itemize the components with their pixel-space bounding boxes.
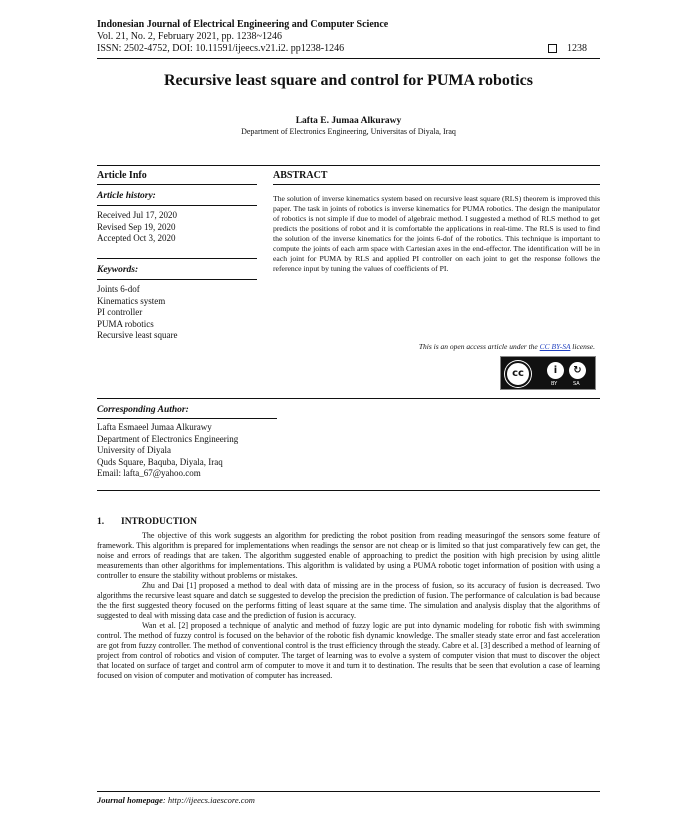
corresponding-name: Lafta Esmaeel Jumaa Alkurawy [97,422,212,432]
info-head-rule-left [97,184,257,185]
share-alike-icon: ↻ [569,362,586,379]
footer-divider [97,791,600,792]
paper-affiliation: Department of Electronics Engineering, Universitas of Diyala, Iraq [241,127,456,136]
journal-footer: Journal homepage: http://ijeecs.iaescore.com [97,795,255,805]
square-bullet-icon [548,44,557,53]
cc-by-sa-badge[interactable] [500,356,596,390]
page-number-value: 1238 [567,43,587,54]
license-link[interactable]: CC BY-SA [539,342,571,351]
cc-badge-labels [539,381,594,388]
keywords-list [97,284,177,342]
sa-label: SA [573,381,580,387]
section-title: INTRODUCTION [121,517,198,527]
journal-issn-doi: ISSN: 2502-4752, DOI: 10.11591/ijeecs.v21.i2. pp1238-1246 [97,43,345,54]
intro-body [97,531,600,681]
header-divider [97,58,600,59]
footer-label: Journal homepage [97,795,163,805]
history-revised: Revised Sep 19, 2020 [97,221,176,232]
history-rule [97,205,257,206]
section-number: 1. [97,517,105,527]
keyword-item: Recursive least square [97,330,178,340]
info-head-rule-right [273,184,600,185]
journal-name: Indonesian Journal of Electrical Engineering and Computer Science [97,19,389,30]
by-person-icon: i [547,362,564,379]
keywords-top-rule [97,258,257,259]
article-info-heading: Article Info [97,170,147,181]
corresponding-heading: Corresponding Author: [97,405,189,415]
keywords-rule [97,279,257,280]
history-label: Article history: [97,191,156,201]
abstract-heading: ABSTRACT [273,170,328,181]
keywords-label: Keywords: [97,265,139,275]
info-top-rule [97,165,600,166]
keyword-item: Joints 6-dof [97,284,140,294]
corresponding-address: Quds Square, Baquba, Diyala, Iraq [97,456,223,467]
intro-paragraph: Zhu and Dai [1] proposed a method to deal with data of missing are in the process of fusion, so its accuracy of fusion is decreased. Two algorithms the recursive least square and datch se suggested to develop the precision the prediction of fusion. The performance of calculation is bad because the the first suggested theory focused on the performs fitting of least square at the same time. The simulation and analysis display that the algorithms of suggested to deal with missing data case and the prediction of fusion is accuracy. [97,581,600,620]
license-suffix: license. [570,342,595,351]
corresponding-bottom-rule [97,490,600,491]
section-heading [97,517,197,527]
history-accepted: Accepted Oct 3, 2020 [97,233,176,243]
by-label: BY [551,381,558,387]
history-received: Received Jul 17, 2020 [97,210,177,220]
footer-url[interactable]: http://ijeecs.iaescore.com [167,795,255,805]
keyword-item: Kinematics system [97,295,166,306]
license-prefix: This is an open access article under the [418,342,540,351]
abstract-text: The solution of inverse kinematics system based on recursive least square (RLS) theorem is improved this paper. The task in joints of robotics is inverse kinematics for PUMA robotics. The design the manipulator of robotics is not simple if due to model of algebraic method. I suggested a method of RLS method to get predicts the positions of robot and it is comfortable the applications in real-time. The RLS is used to find the solution of the inverse kinematics for the joints 6-dof of the robotics. This technique is important to compute the joints of each arm space with Cartesian axes in the end-effector. The identification will be in each joint for PUMA by RLS and applied PI controller on each joint to get the response follows the reference input by tuning the values of coefficients of PI. [273,194,600,273]
paper-author: Lafta E. Jumaa Alkurawy [295,116,402,126]
corresponding-university: University of Diyala [97,445,171,455]
page-number [548,43,587,54]
journal-header [97,19,597,55]
paper-title: Recursive least square and control for PUMA robotics [163,72,533,89]
corresponding-email: Email: lafta_67@yahoo.com [97,468,201,478]
corresponding-department: Department of Electronics Engineering [97,433,239,444]
corresponding-rule [97,418,277,419]
cc-icon: cc [505,361,531,387]
keyword-item: PUMA robotics [97,318,154,329]
intro-paragraph: Wan et al. [2] proposed a technique of analytic and method of fuzzy logic are put into dynamic modeling for robotic fish with swimming control. The method of fuzzy control is focused on the behavior of the robotic fish dynamic knowledge. The smaller steady state error and fast acceleration are got from fuzzy controller. The method of conventional control is the trust efficiency through the steady. Cabre et al. [3] described a method of learning of project from control of robotics and vision of computer. The target of learning was to evolve a system of computer vision that must to discover the object that located on surface of target and control arm of computer to move it and turn it to destination. The results that be seen that evolution a case of learning focused on vision of computer and motivation of computer has increased. [97,621,600,680]
corresponding-details [97,422,238,480]
intro-paragraph: The objective of this work suggests an algorithm for predicting the robot position from reading measuringof the sensors some feature of framework. This algorithm is prepared for implementations when readings the sensor are not cheap or is limited so that just comparatively few can get, the noise and errors of readings that are taken. The algorithm suggested enable of approaching to predict the position with high precision by using alittle measurements than other algorithms for implementations. This algorithm is validated by using a PUMA robotic toget information of position with using a controller to ensure the stability without problems or mistakes. [97,531,600,580]
license-line [273,342,595,351]
history-list [97,210,177,245]
info-bottom-rule [97,398,600,399]
journal-issue: Vol. 21, No. 2, February 2021, pp. 1238~1246 [97,31,282,42]
keyword-item: PI controller [97,307,143,317]
